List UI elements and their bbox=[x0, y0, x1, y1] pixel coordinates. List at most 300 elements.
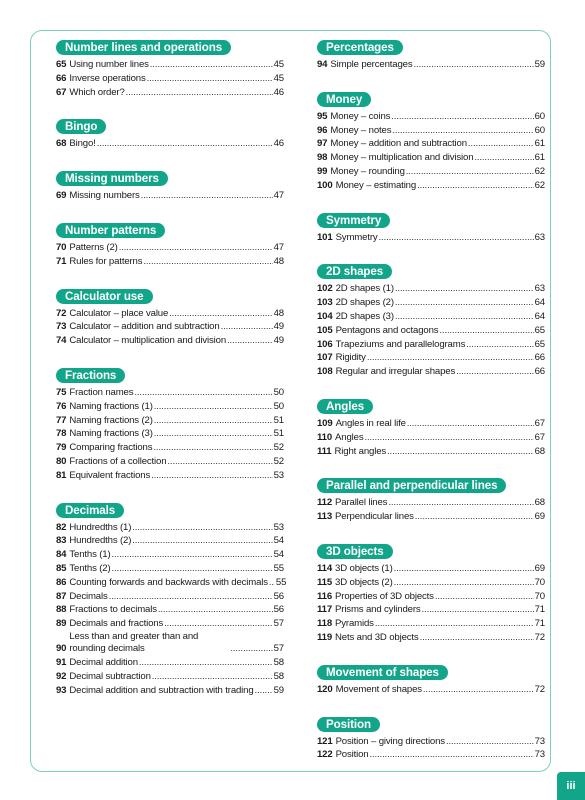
dot-leader bbox=[150, 58, 273, 72]
entry-number: 72 bbox=[56, 307, 67, 319]
section-heading: Money bbox=[317, 92, 371, 107]
entry-title: Symmetry bbox=[335, 231, 378, 243]
contents-entry[interactable] bbox=[317, 351, 545, 365]
contents-entry[interactable] bbox=[317, 590, 545, 604]
entry-page: 50 bbox=[273, 400, 284, 412]
entry-number: 81 bbox=[56, 469, 67, 481]
dot-leader bbox=[407, 417, 534, 431]
entry-number: 83 bbox=[56, 535, 67, 547]
entry-page: 54 bbox=[273, 549, 284, 561]
section-heading: Angles bbox=[317, 399, 373, 414]
contents-entry[interactable] bbox=[317, 748, 545, 762]
dot-leader bbox=[391, 110, 533, 124]
entry-page: 48 bbox=[273, 255, 284, 267]
entry-page: 49 bbox=[273, 335, 284, 347]
dot-leader bbox=[406, 165, 534, 179]
entry-title: Fractions to decimals bbox=[69, 604, 157, 616]
entry-page: 61 bbox=[534, 138, 545, 150]
entry-number: 113 bbox=[317, 511, 333, 523]
section-heading: Fractions bbox=[56, 368, 125, 383]
entry-title: Angles bbox=[335, 431, 364, 443]
entry-number: 122 bbox=[317, 749, 333, 761]
contents-entry[interactable] bbox=[56, 320, 284, 334]
dot-leader bbox=[132, 521, 272, 535]
entry-title: Naming fractions (3) bbox=[69, 428, 153, 440]
entry-number: 107 bbox=[317, 352, 333, 364]
entry-title: Simple percentages bbox=[330, 59, 413, 70]
entry-page: 58 bbox=[273, 656, 284, 668]
entry-title: 3D objects (1) bbox=[335, 562, 393, 574]
contents-entry[interactable] bbox=[56, 72, 284, 86]
dot-leader bbox=[388, 496, 533, 510]
entry-title: Properties of 3D objects bbox=[335, 590, 434, 602]
dot-leader bbox=[395, 310, 534, 324]
entry-title: Position bbox=[335, 749, 369, 761]
dot-leader bbox=[423, 683, 534, 697]
entry-number: 116 bbox=[317, 590, 333, 602]
entry-title: Comparing fractions bbox=[69, 442, 153, 454]
dot-leader bbox=[221, 320, 273, 334]
section-heading: Number lines and operations bbox=[56, 40, 231, 55]
contents-entry[interactable] bbox=[317, 417, 545, 431]
entry-number: 88 bbox=[56, 604, 67, 616]
contents-entry[interactable] bbox=[317, 562, 545, 576]
entry-number: 86 bbox=[56, 576, 67, 588]
dot-leader bbox=[269, 576, 275, 590]
entry-title: Position – giving directions bbox=[335, 735, 445, 747]
contents-entry[interactable] bbox=[317, 683, 545, 697]
dot-leader bbox=[132, 534, 272, 548]
contents-entry[interactable] bbox=[317, 445, 545, 459]
contents-entry[interactable] bbox=[317, 735, 545, 749]
dot-leader bbox=[147, 72, 273, 86]
contents-entry[interactable] bbox=[317, 310, 545, 324]
contents-section bbox=[317, 211, 545, 245]
contents-entry[interactable] bbox=[317, 296, 545, 310]
entry-page: 51 bbox=[273, 428, 284, 440]
entry-title: Calculator – place value bbox=[69, 307, 169, 319]
entry-page: 60 bbox=[534, 110, 545, 122]
entry-title: Regular and irregular shapes bbox=[335, 366, 456, 378]
contents-section bbox=[56, 221, 284, 269]
contents-entry[interactable] bbox=[317, 282, 545, 296]
section-heading: 2D shapes bbox=[317, 264, 392, 279]
dot-leader bbox=[154, 400, 273, 414]
contents-entry[interactable] bbox=[56, 334, 284, 348]
entry-page: 57 bbox=[273, 618, 284, 630]
entry-number: 119 bbox=[317, 631, 333, 643]
contents-entry[interactable] bbox=[317, 137, 545, 151]
entry-title: 2D shapes (3) bbox=[335, 310, 394, 322]
entry-title: Rules for patterns bbox=[69, 255, 143, 267]
entry-page: 68 bbox=[534, 445, 545, 457]
entry-title: Patterns (2) bbox=[69, 241, 118, 253]
contents-section bbox=[317, 715, 545, 763]
entry-title: Pyramids bbox=[335, 618, 374, 630]
entry-page: 50 bbox=[273, 386, 284, 398]
entry-page: 69 bbox=[534, 511, 545, 523]
contents-entry[interactable] bbox=[56, 576, 287, 590]
dot-leader bbox=[395, 296, 534, 310]
entry-title: Rigidity bbox=[335, 352, 366, 364]
entry-page: 51 bbox=[273, 414, 284, 426]
contents-entry[interactable] bbox=[317, 496, 545, 510]
entry-number: 98 bbox=[317, 152, 328, 164]
entry-page: 61 bbox=[534, 152, 545, 164]
contents-entry[interactable] bbox=[317, 165, 545, 179]
entry-title: Naming fractions (1) bbox=[69, 400, 153, 412]
entry-number: 95 bbox=[317, 110, 328, 122]
entry-number: 118 bbox=[317, 618, 333, 630]
entry-title: 3D objects (2) bbox=[335, 576, 393, 588]
entry-number: 121 bbox=[317, 735, 333, 747]
contents-entry[interactable] bbox=[56, 548, 284, 562]
entry-number: 94 bbox=[317, 59, 328, 70]
dot-leader bbox=[139, 656, 273, 670]
entry-number: 110 bbox=[317, 431, 333, 443]
entry-number: 91 bbox=[56, 656, 67, 668]
entry-number: 66 bbox=[56, 72, 67, 84]
entry-number: 105 bbox=[317, 324, 333, 336]
entry-title: Inverse operations bbox=[69, 72, 146, 84]
contents-section bbox=[56, 38, 284, 99]
contents-column-left bbox=[56, 38, 287, 715]
entry-page: 72 bbox=[534, 683, 545, 695]
contents-entry[interactable] bbox=[56, 427, 284, 441]
contents-entry[interactable] bbox=[56, 241, 284, 255]
contents-entry[interactable] bbox=[56, 534, 284, 548]
entry-title: Perpendicular lines bbox=[335, 511, 414, 523]
entry-title: Using number lines bbox=[69, 59, 149, 70]
entry-number: 75 bbox=[56, 386, 67, 398]
entry-number: 104 bbox=[317, 310, 333, 322]
entry-page: 59 bbox=[273, 684, 284, 696]
contents-entry[interactable] bbox=[317, 431, 545, 445]
contents-entry[interactable] bbox=[56, 455, 284, 469]
entry-number: 102 bbox=[317, 283, 333, 295]
entry-page: 71 bbox=[534, 618, 545, 630]
entry-title: Angles in real life bbox=[335, 417, 406, 429]
section-heading: Parallel and perpendicular lines bbox=[317, 478, 506, 493]
entry-page: 67 bbox=[534, 431, 545, 443]
entry-title: Counting forwards and backwards with decimals bbox=[69, 576, 268, 588]
entry-title: Tenths (2) bbox=[69, 562, 111, 574]
contents-entry[interactable] bbox=[317, 576, 545, 590]
contents-entry[interactable] bbox=[317, 58, 545, 72]
entry-page: 66 bbox=[534, 352, 545, 364]
contents-entry[interactable] bbox=[56, 58, 284, 72]
entry-number: 74 bbox=[56, 335, 67, 347]
contents-section bbox=[317, 663, 545, 697]
entry-title: Decimal subtraction bbox=[69, 670, 151, 682]
entry-page: 64 bbox=[534, 297, 545, 309]
section-heading: Missing numbers bbox=[56, 171, 168, 186]
entry-page: 62 bbox=[534, 179, 545, 191]
entry-number: 114 bbox=[317, 562, 333, 574]
contents-entry[interactable] bbox=[56, 617, 284, 631]
dot-leader bbox=[109, 590, 273, 604]
entry-page: 73 bbox=[534, 749, 545, 761]
entry-page: 59 bbox=[534, 59, 545, 70]
entry-number: 71 bbox=[56, 255, 67, 267]
dot-leader bbox=[126, 86, 273, 100]
entry-page: 53 bbox=[273, 521, 284, 533]
entry-title: 2D shapes (2) bbox=[335, 297, 394, 309]
entry-page: 57 bbox=[273, 643, 284, 655]
entry-page: 65 bbox=[534, 324, 545, 336]
entry-title: Fraction names bbox=[69, 386, 134, 398]
contents-entry[interactable] bbox=[56, 414, 284, 428]
entry-title: Missing numbers bbox=[69, 190, 140, 202]
dot-leader bbox=[152, 670, 273, 684]
entry-title: Hundredths (1) bbox=[69, 521, 132, 533]
dot-leader bbox=[468, 137, 534, 151]
dot-leader bbox=[415, 510, 534, 524]
entry-page: 63 bbox=[534, 283, 545, 295]
contents-entry[interactable] bbox=[317, 324, 545, 338]
entry-number: 108 bbox=[317, 366, 333, 378]
dot-leader bbox=[153, 441, 272, 455]
section-heading: Percentages bbox=[317, 40, 403, 55]
contents-entry[interactable] bbox=[317, 124, 545, 138]
dot-leader bbox=[164, 617, 273, 631]
dot-leader bbox=[375, 617, 534, 631]
section-heading: Movement of shapes bbox=[317, 665, 448, 680]
dot-leader bbox=[466, 338, 533, 352]
entry-page: 52 bbox=[273, 442, 284, 454]
section-heading: Number patterns bbox=[56, 223, 165, 238]
contents-entry[interactable] bbox=[56, 631, 284, 656]
entry-title: Money – rounding bbox=[330, 165, 405, 177]
entry-page: 55 bbox=[273, 562, 284, 574]
entry-page: 45 bbox=[273, 59, 284, 70]
entry-title: Equivalent fractions bbox=[69, 469, 151, 481]
entry-number: 80 bbox=[56, 455, 67, 467]
dot-leader bbox=[392, 124, 533, 138]
dot-leader bbox=[227, 334, 273, 348]
contents-entry[interactable] bbox=[317, 151, 545, 165]
section-heading: Position bbox=[317, 717, 380, 732]
entry-title: Pentagons and octagons bbox=[335, 324, 439, 336]
dot-leader bbox=[154, 414, 273, 428]
entry-number: 92 bbox=[56, 670, 67, 682]
entry-number: 65 bbox=[56, 59, 67, 70]
entry-number: 111 bbox=[317, 445, 332, 457]
contents-section bbox=[56, 287, 284, 348]
dot-leader bbox=[230, 642, 272, 656]
entry-number: 82 bbox=[56, 521, 67, 533]
entry-page: 46 bbox=[273, 138, 284, 150]
entry-number: 87 bbox=[56, 590, 67, 602]
entry-number: 93 bbox=[56, 684, 67, 696]
entry-title: 2D shapes (1) bbox=[335, 283, 394, 295]
contents-entry[interactable] bbox=[317, 110, 545, 124]
contents-entry[interactable] bbox=[56, 684, 284, 698]
entry-number: 67 bbox=[56, 86, 67, 98]
entry-number: 109 bbox=[317, 417, 333, 429]
entry-title: Right angles bbox=[334, 445, 387, 457]
dot-leader bbox=[387, 445, 534, 459]
page-number-tab bbox=[557, 772, 585, 800]
entry-number: 101 bbox=[317, 231, 333, 243]
entry-number: 79 bbox=[56, 442, 67, 454]
entry-page: 54 bbox=[273, 535, 284, 547]
contents-entry[interactable] bbox=[317, 365, 545, 379]
entry-number: 115 bbox=[317, 576, 333, 588]
entry-page: 56 bbox=[273, 590, 284, 602]
contents-entry[interactable] bbox=[56, 562, 284, 576]
dot-leader bbox=[394, 562, 534, 576]
contents-entry[interactable] bbox=[317, 631, 545, 645]
entry-page: 47 bbox=[273, 190, 284, 202]
section-heading: Bingo bbox=[56, 119, 106, 134]
entry-title: Tenths (1) bbox=[69, 549, 111, 561]
dot-leader bbox=[141, 189, 273, 203]
contents-entry[interactable] bbox=[56, 255, 284, 269]
entry-page: 71 bbox=[534, 604, 545, 616]
contents-entry[interactable] bbox=[56, 189, 284, 203]
dot-leader bbox=[119, 241, 273, 255]
entry-number: 97 bbox=[317, 138, 328, 150]
entry-title: Decimals bbox=[69, 590, 108, 602]
dot-leader bbox=[134, 386, 272, 400]
entry-page: 53 bbox=[273, 469, 284, 481]
contents-column-right bbox=[317, 38, 545, 780]
contents-entry[interactable] bbox=[317, 231, 545, 245]
contents-entry[interactable] bbox=[56, 603, 284, 617]
entry-number: 120 bbox=[317, 683, 333, 695]
entry-title: Hundredths (2) bbox=[69, 535, 132, 547]
dot-leader bbox=[413, 58, 533, 72]
entry-title: Calculator – addition and subtraction bbox=[69, 321, 220, 333]
entry-page: 65 bbox=[534, 338, 545, 350]
entry-number: 117 bbox=[317, 604, 333, 616]
entry-page: 45 bbox=[273, 72, 284, 84]
dot-leader bbox=[379, 231, 534, 245]
entry-page: 46 bbox=[273, 86, 284, 98]
contents-section bbox=[317, 38, 545, 72]
contents-entry[interactable] bbox=[56, 86, 284, 100]
dot-leader bbox=[394, 576, 534, 590]
contents-entry[interactable] bbox=[56, 400, 284, 414]
entry-number: 78 bbox=[56, 428, 67, 440]
contents-section bbox=[56, 117, 284, 151]
entry-number: 73 bbox=[56, 321, 67, 333]
dot-leader bbox=[422, 603, 534, 617]
entry-page: 56 bbox=[273, 604, 284, 616]
contents-entry[interactable] bbox=[317, 338, 545, 352]
contents-entry[interactable] bbox=[56, 386, 284, 400]
contents-entry[interactable] bbox=[56, 590, 284, 604]
entry-title: Decimal addition and subtraction with trading bbox=[69, 684, 254, 696]
dot-leader bbox=[439, 324, 533, 338]
entry-page: 55 bbox=[275, 576, 287, 588]
entry-page: 68 bbox=[534, 497, 545, 509]
entry-title: Less than and greater than and rounding decimals bbox=[69, 630, 199, 654]
contents-entry[interactable] bbox=[56, 670, 284, 684]
entry-page: 60 bbox=[534, 124, 545, 136]
entry-title: Bingo! bbox=[69, 138, 96, 150]
entry-title: Nets and 3D objects bbox=[335, 631, 419, 643]
entry-page: 47 bbox=[273, 241, 284, 253]
entry-number: 96 bbox=[317, 124, 328, 136]
dot-leader bbox=[435, 590, 534, 604]
dot-leader bbox=[151, 469, 273, 483]
contents-section bbox=[317, 262, 545, 379]
entry-page: 70 bbox=[534, 576, 545, 588]
contents-entry[interactable] bbox=[56, 307, 284, 321]
dot-leader bbox=[474, 151, 533, 165]
entry-page: 49 bbox=[273, 321, 284, 333]
contents-section bbox=[317, 542, 545, 645]
entry-page: 66 bbox=[534, 366, 545, 378]
contents-entry[interactable] bbox=[56, 137, 284, 151]
entry-title: Decimal addition bbox=[69, 656, 138, 668]
entry-title: Money – estimating bbox=[335, 179, 417, 191]
entry-number: 70 bbox=[56, 241, 67, 253]
dot-leader bbox=[395, 282, 534, 296]
dot-leader bbox=[169, 307, 272, 321]
dot-leader bbox=[367, 351, 534, 365]
entry-title: Decimals and fractions bbox=[69, 618, 164, 630]
contents-entry[interactable] bbox=[317, 603, 545, 617]
entry-title: Naming fractions (2) bbox=[69, 414, 153, 426]
entry-page: 58 bbox=[273, 670, 284, 682]
page-number: iii bbox=[566, 780, 576, 792]
dot-leader bbox=[112, 562, 273, 576]
entry-title: Money – multiplication and division bbox=[330, 152, 474, 164]
contents-entry[interactable] bbox=[317, 617, 545, 631]
entry-number: 89 bbox=[56, 618, 67, 630]
dot-leader bbox=[255, 684, 273, 698]
entry-title: Prisms and cylinders bbox=[335, 604, 421, 616]
entry-number: 100 bbox=[317, 179, 333, 191]
entry-page: 72 bbox=[534, 631, 545, 643]
entry-number: 112 bbox=[317, 497, 333, 509]
dot-leader bbox=[364, 431, 533, 445]
dot-leader bbox=[154, 427, 273, 441]
entry-number: 85 bbox=[56, 562, 67, 574]
dot-leader bbox=[446, 735, 534, 749]
contents-entry[interactable] bbox=[56, 441, 284, 455]
contents-entry[interactable] bbox=[56, 656, 284, 670]
entry-title: Money – addition and subtraction bbox=[330, 138, 467, 150]
entry-page: 69 bbox=[534, 562, 545, 574]
entry-page: 64 bbox=[534, 310, 545, 322]
entry-title: Money – notes bbox=[330, 124, 392, 136]
entry-page: 67 bbox=[534, 417, 545, 429]
entry-number: 90 bbox=[56, 643, 67, 655]
contents-entry[interactable] bbox=[317, 510, 545, 524]
entry-page: 70 bbox=[534, 590, 545, 602]
contents-section bbox=[56, 169, 284, 203]
entry-title: Fractions of a collection bbox=[69, 455, 167, 467]
contents-section bbox=[56, 366, 284, 483]
dot-leader bbox=[143, 255, 272, 269]
section-heading: Calculator use bbox=[56, 289, 153, 304]
contents-entry[interactable] bbox=[56, 469, 284, 483]
entry-title: Calculator – multiplication and division bbox=[69, 335, 227, 347]
entry-page: 48 bbox=[273, 307, 284, 319]
dot-leader bbox=[417, 179, 534, 193]
dot-leader bbox=[456, 365, 534, 379]
entry-number: 69 bbox=[56, 190, 67, 202]
contents-entry[interactable] bbox=[317, 179, 545, 193]
contents-entry[interactable] bbox=[56, 521, 284, 535]
entry-title: Parallel lines bbox=[335, 497, 388, 509]
dot-leader bbox=[167, 455, 272, 469]
section-heading: 3D objects bbox=[317, 544, 393, 559]
